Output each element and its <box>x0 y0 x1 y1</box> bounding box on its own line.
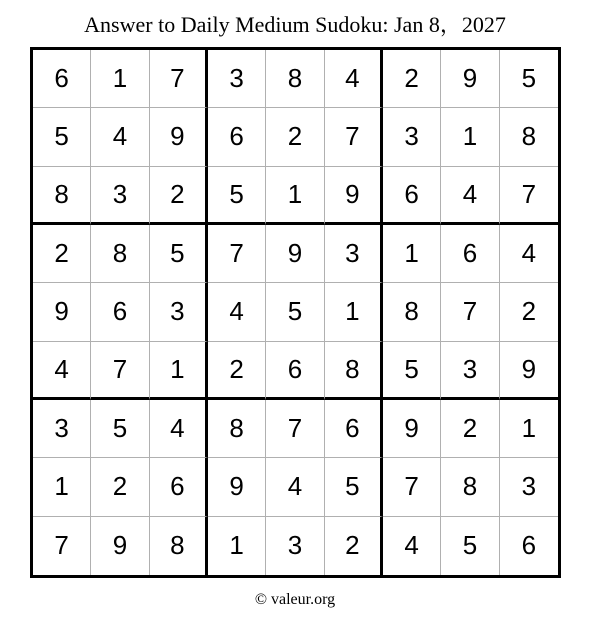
sudoku-cell: 2 <box>33 225 91 283</box>
sudoku-cell: 9 <box>91 517 149 575</box>
sudoku-cell: 8 <box>91 225 149 283</box>
sudoku-cell: 1 <box>150 342 208 400</box>
sudoku-cell: 2 <box>150 167 208 225</box>
sudoku-cell: 9 <box>150 108 208 166</box>
sudoku-cell: 1 <box>208 517 266 575</box>
sudoku-cell: 7 <box>325 108 383 166</box>
sudoku-cell: 1 <box>441 108 499 166</box>
sudoku-cell: 5 <box>33 108 91 166</box>
sudoku-cell: 9 <box>383 400 441 458</box>
sudoku-cell: 3 <box>266 517 324 575</box>
sudoku-cell: 5 <box>150 225 208 283</box>
sudoku-cell: 3 <box>441 342 499 400</box>
sudoku-cell: 4 <box>383 517 441 575</box>
sudoku-cell: 5 <box>325 458 383 516</box>
sudoku-cell: 5 <box>441 517 499 575</box>
sudoku-cell: 5 <box>500 50 558 108</box>
sudoku-cell: 5 <box>208 167 266 225</box>
sudoku-cell: 9 <box>500 342 558 400</box>
sudoku-cell: 4 <box>150 400 208 458</box>
sudoku-cell: 9 <box>266 225 324 283</box>
sudoku-cell: 7 <box>150 50 208 108</box>
sudoku-cell: 6 <box>441 225 499 283</box>
sudoku-cell: 7 <box>91 342 149 400</box>
sudoku-cell: 6 <box>208 108 266 166</box>
sudoku-cell: 4 <box>500 225 558 283</box>
sudoku-cell: 4 <box>33 342 91 400</box>
sudoku-grid <box>30 47 561 578</box>
sudoku-cell: 9 <box>325 167 383 225</box>
sudoku-cell: 8 <box>150 517 208 575</box>
sudoku-cell: 1 <box>325 283 383 341</box>
sudoku-cell: 7 <box>33 517 91 575</box>
sudoku-cell: 4 <box>91 108 149 166</box>
sudoku-cell: 3 <box>33 400 91 458</box>
sudoku-cell: 3 <box>91 167 149 225</box>
sudoku-cell: 9 <box>208 458 266 516</box>
sudoku-cell: 4 <box>266 458 324 516</box>
sudoku-cell: 2 <box>266 108 324 166</box>
sudoku-cell: 9 <box>441 50 499 108</box>
sudoku-cell: 8 <box>441 458 499 516</box>
sudoku-cell: 9 <box>33 283 91 341</box>
sudoku-cell: 6 <box>33 50 91 108</box>
sudoku-cell: 3 <box>500 458 558 516</box>
sudoku-cell: 4 <box>325 50 383 108</box>
sudoku-cell: 1 <box>500 400 558 458</box>
sudoku-cell: 1 <box>33 458 91 516</box>
sudoku-cell: 7 <box>266 400 324 458</box>
sudoku-cell: 2 <box>383 50 441 108</box>
sudoku-cell: 2 <box>91 458 149 516</box>
puzzle-title: Answer to Daily Medium Sudoku: Jan 8，2027 <box>84 12 506 37</box>
sudoku-cell: 1 <box>383 225 441 283</box>
sudoku-cell: 7 <box>441 283 499 341</box>
sudoku-cell: 4 <box>208 283 266 341</box>
sudoku-cell: 8 <box>33 167 91 225</box>
sudoku-cell: 3 <box>208 50 266 108</box>
sudoku-cell: 8 <box>208 400 266 458</box>
sudoku-cell: 3 <box>383 108 441 166</box>
sudoku-cell: 8 <box>266 50 324 108</box>
sudoku-cell: 7 <box>500 167 558 225</box>
sudoku-cell: 8 <box>383 283 441 341</box>
sudoku-cell: 2 <box>208 342 266 400</box>
sudoku-cell: 6 <box>325 400 383 458</box>
sudoku-cell: 2 <box>500 283 558 341</box>
sudoku-cell: 6 <box>150 458 208 516</box>
sudoku-cell: 1 <box>91 50 149 108</box>
sudoku-cell: 3 <box>150 283 208 341</box>
sudoku-cell: 5 <box>266 283 324 341</box>
sudoku-cell: 6 <box>521 530 537 561</box>
sudoku-cell: 7 <box>383 458 441 516</box>
sudoku-cell: 3 <box>325 225 383 283</box>
sudoku-cell: 2 <box>441 400 499 458</box>
sudoku-cell: 6 <box>91 283 149 341</box>
sudoku-cell: 1 <box>266 167 324 225</box>
sudoku-cell: 5 <box>383 342 441 400</box>
sudoku-cell: 5 <box>91 400 149 458</box>
sudoku-cell: 2 <box>325 517 383 575</box>
sudoku-cell: 7 <box>208 225 266 283</box>
sudoku-cell: 4 <box>441 167 499 225</box>
sudoku-cell: 8 <box>325 342 383 400</box>
sudoku-cell: 6 <box>266 342 324 400</box>
sudoku-cell: 6 <box>383 167 441 225</box>
copyright-footer: © valeur.org <box>254 591 336 608</box>
sudoku-cell: 8 <box>500 108 558 166</box>
